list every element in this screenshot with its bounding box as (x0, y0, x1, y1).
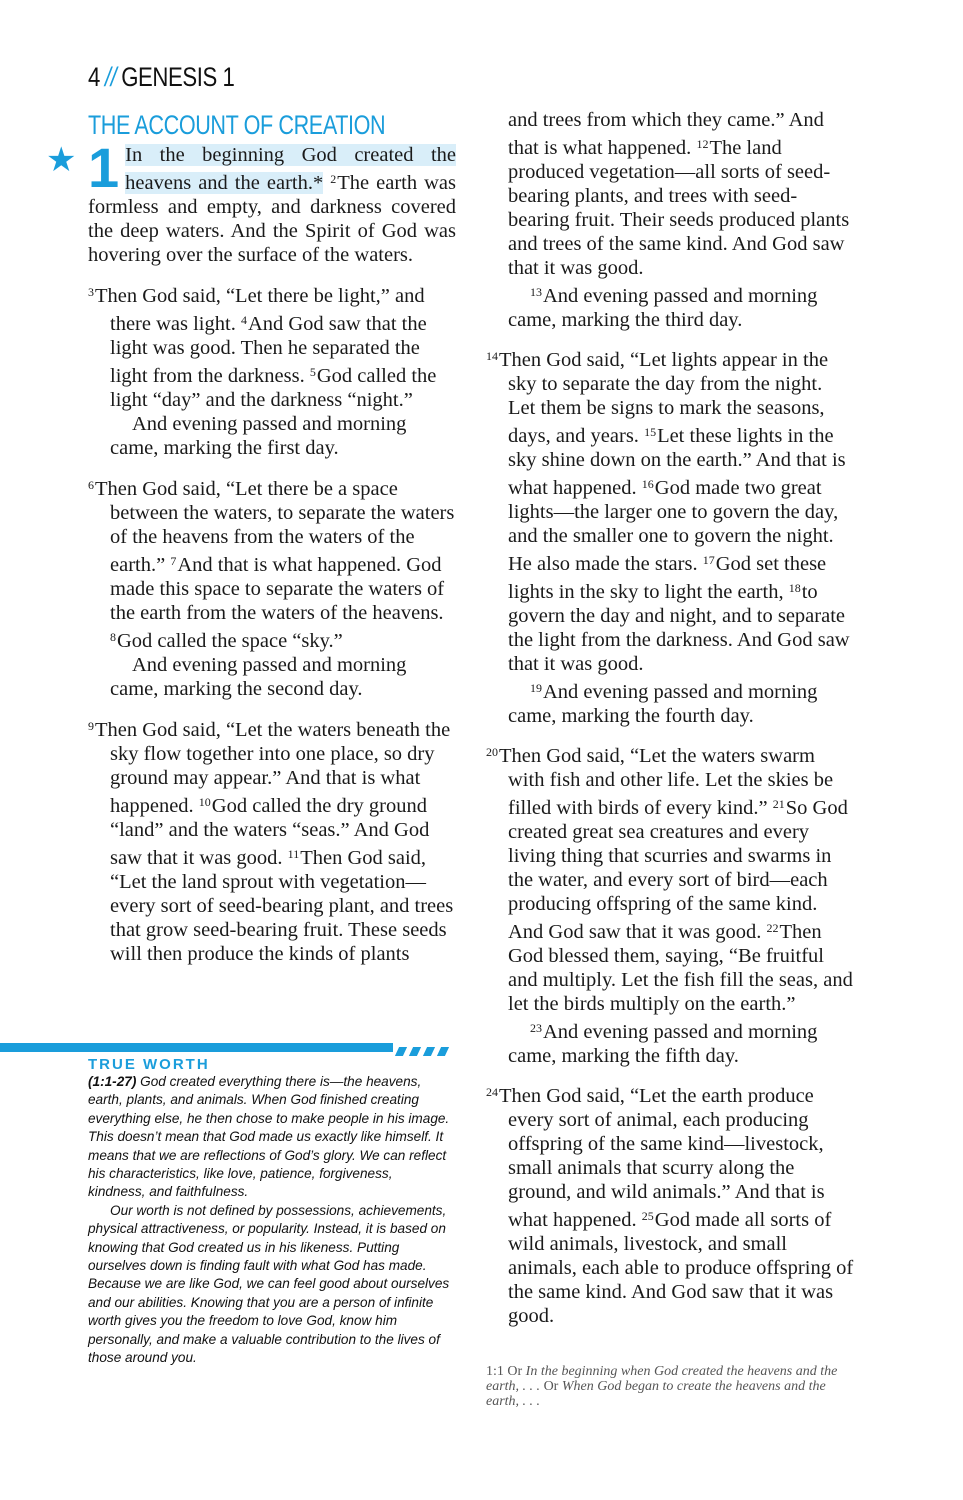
verse-number: 9 (88, 719, 94, 733)
sidebar-text: God created everything there is—the heavens, earth, plants, and animals. When God finished creating everything else, he then chose to make people in his image. This doesn’t mean that God made us exactly like himself. It means that we are reflections of God’s glory. We can reflect his characteristics, like love, patience, forgiveness, kindness, and faithfulness. (88, 1074, 450, 1200)
sidebar-divider-stripes (397, 1043, 457, 1052)
verse-number: 6 (88, 478, 94, 492)
footnote-alt: When God began to create the heavens and the earth, . . . (486, 1379, 826, 1409)
verse-text: Then God said, “Let the waters swarm with fish and other life. Let the skies be filled with birds of every kind.” (499, 745, 834, 819)
footnote (486, 1364, 854, 1409)
verse-text: God called the dry ground “land” and the waters “seas.” And God saw that it was good. (110, 795, 430, 869)
verse-number: 5 (309, 365, 316, 379)
verse-text: God made two great lights—the larger one to govern the day, and the smaller one to govern the night. He also made the stars. (508, 477, 839, 575)
verse-text: Then God said, “Let there be light,” and there was light. (95, 285, 425, 335)
evening-line: And evening passed and morning came, marking the second day. (110, 654, 407, 700)
footnote-alt: In the beginning when God created the heavens and the earth, . . . (486, 1364, 838, 1394)
verse-number: 15 (644, 425, 657, 439)
verse-text: Then God said, “Let there be a space between the waters, to separate the waters of the heavens from the waters of the earth.” (95, 478, 455, 576)
verse-number: 25 (641, 1209, 654, 1223)
sidebar-paragraph: Our worth is not defined by possessions, achievements, physical attractiveness, or popularity. Instead, it is based on knowing that God created us in his likeness. Putting ourselves down is finding fault with what God has made. Because we are like God, we can feel good about ourselves and our abilities. Knowing that you are a person of infinite worth gives you the freedom to love God, know him personally, and make a valuable contribution to the lives of those around you. (88, 1202, 450, 1366)
evening-line (486, 676, 854, 728)
verse-block-24-25 (486, 1080, 854, 1328)
verse-block-1-2 (88, 136, 456, 267)
verse-text: God called the light “day” and the darkness “night.” (110, 365, 437, 411)
evening-line (486, 280, 854, 332)
verse-number: 12 (696, 137, 709, 151)
verse-text: And God saw that the light was good. Then he separated the light from the darkness. (110, 313, 427, 387)
sidebar-title: TRUE WORTH (88, 1056, 210, 1073)
verse-number: 14 (486, 349, 498, 363)
verse-text: Then God said, “Let lights appear in the sky to separate the day from the night. Let them be signs to mark the seasons, days, and years. (499, 349, 829, 447)
verse-block-11-12 (486, 108, 854, 280)
verse-block-20-22 (486, 740, 854, 1016)
verse-text: and trees from which they came.” And that is what happened. (508, 109, 824, 159)
verse-number: 19 (530, 681, 542, 695)
highlighted-verse: In the beginning God created the heavens and the earth.* (125, 144, 456, 194)
verse-text: And evening passed and morning came, marking the fourth day. (508, 681, 818, 727)
verse-number: 13 (530, 285, 542, 299)
verse-text: The land produced vegetation—all sorts of seed-bearing plants, and trees with seed-bearing fruit. Their seeds produced plants and trees of the same kind. And God saw that it was good. (508, 137, 850, 279)
verse-number: 7 (170, 554, 177, 568)
true-worth-sidebar (88, 1056, 453, 1368)
verse-number: 11 (287, 847, 300, 861)
chapter-number: 1 (88, 136, 120, 199)
evening-line (486, 1016, 854, 1068)
verse-number: 16 (641, 477, 654, 491)
verse-number: 2 (330, 172, 337, 186)
verse-number: 17 (702, 553, 715, 567)
verse-text: And evening passed and morning came, marking the third day. (508, 285, 818, 331)
running-header (88, 62, 234, 93)
right-column (486, 108, 854, 1328)
verse-text: Then God said, “Let the earth produce every sort of animal, each producing offspring of the same kind—livestock, small animals that scurry along the ground, and wild animals.” And that is what happened. (499, 1085, 825, 1231)
footnote-or: Or (543, 1379, 559, 1394)
verse-number: 3 (88, 285, 94, 299)
verse-text: Let these lights in the sky shine down on the earth.” And that is what happened. (508, 425, 846, 499)
verse-number: 8 (110, 630, 116, 644)
book-chapter: GENESIS 1 (121, 62, 235, 92)
footnote-or: Or (507, 1364, 523, 1379)
evening-line: And evening passed and morning came, marking the first day. (110, 413, 407, 459)
verse-text: Then God said, “Let the land sprout with vegetation—every sort of seed-bearing plant, and trees that grow seed-bearing fruit. These seeds will then produce the kinds of plants (110, 847, 454, 965)
verse-text: God called the space “sky.” (117, 630, 343, 652)
verse-number: 23 (530, 1021, 542, 1035)
verse-number: 21 (772, 797, 785, 811)
page-number: 4 (88, 62, 100, 92)
verse-text: Then God blessed them, saying, “Be fruitful and multiply. Let the fish fill the seas, and let the birds multiply on the earth.” (508, 921, 853, 1015)
verse-text: to govern the day and night, and to separate the light from the darkness. And God saw that it was good. (508, 581, 850, 675)
sidebar-reference: (1:1-27) (88, 1074, 137, 1089)
verse-block-6-8 (88, 473, 456, 653)
verse-text: Then God said, “Let the waters beneath the sky flow together into one place, so dry ground may appear.” And that is what happened. (95, 719, 451, 817)
star-icon: ★ (46, 140, 77, 180)
left-column (46, 110, 456, 966)
verse-number: 18 (788, 581, 801, 595)
verse-number: 20 (486, 745, 498, 759)
footnote-ref: 1:1 (486, 1364, 504, 1379)
sidebar-divider-bar (0, 1043, 393, 1052)
header-separator: // (104, 62, 117, 92)
verse-block-14-18 (486, 344, 854, 676)
verse-block-3-5 (88, 280, 456, 412)
verse-text: God set these lights in the sky to light the earth, (508, 553, 827, 603)
sidebar-paragraph (88, 1073, 453, 1202)
verse-number: 4 (240, 313, 247, 327)
verse-text: And evening passed and morning came, marking the fifth day. (508, 1021, 818, 1067)
verse-number: 22 (766, 921, 779, 935)
verse-block-9-11 (88, 714, 456, 966)
verse-number: 24 (486, 1085, 498, 1099)
verse-text: God made all sorts of wild animals, livestock, and small animals, each able to produce offspring of the same kind. And God saw that it was good. (508, 1209, 854, 1327)
verse-text: So God created great sea creatures and every living thing that scurries and swarms in the water, and every sort of bird—each producing offspring of the same kind. And God saw that it was good. (508, 797, 848, 943)
verse-text: The earth was formless and empty, and darkness covered the deep waters. And the Spirit of God was hovering over the surface of the waters. (88, 172, 456, 266)
section-title: THE ACCOUNT OF CREATION (88, 110, 386, 140)
verse-text: And that is what happened. God made this space to separate the waters of the earth from the waters of the heavens. (110, 554, 445, 624)
verse-number: 10 (198, 795, 211, 809)
